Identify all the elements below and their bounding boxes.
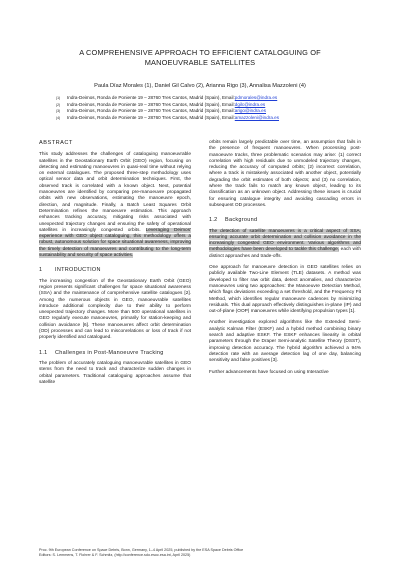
section-title: Background <box>225 217 258 224</box>
background-text: each with distinct approaches and trade-offs. <box>209 247 361 259</box>
background-paragraph-1 <box>209 229 361 260</box>
affiliation-item <box>56 95 376 102</box>
affiliation-number: (4) <box>56 115 61 120</box>
abstract-highlight: Leveraging Deimos' experience with GEO object cataloguing, this methodology offers a robust, autonomous solution for space situational awareness, improving the timely detection of manoeuvres and contributing to the long-term sustainability and security of space activities. <box>39 227 191 259</box>
title-line-2: MANOEUVRABLE SATELLITES <box>144 58 256 67</box>
continuation-paragraph: orbits remain largely predictable over time, an assumption that fails in the presence of frequent manoeuvres. When processing post-manoeuvre tracks, three problematic scenarios may arise: (1) correct correlation with high residuals due to unmodeled trajectory changes, reducing the accuracy of computed orbits; (2) incorrect correlation, where a track is mistakenly associated with another object, potentially degrading the orbit estimates of both objects; and (3) no correlation, where the track fails to match any known object, leading to its classification as an unknown object. Addressing these issues is crucial for ensuring catalogue integrity and avoiding cascading errors in subsequent OD processes. <box>209 140 361 208</box>
right-column <box>209 140 361 381</box>
section-title: INTRODUCTION <box>55 267 101 274</box>
abstract-heading: ABSTRACT <box>39 140 73 146</box>
background-paragraph-4: Further advancements have focused on using Interactive <box>209 369 329 375</box>
background-paragraph-2: One approach for manoeuvre detection in GEO satellites relies on publicly available Two-Line Element (TLE) datasets. A method was developed to filter raw orbit data, detect anomalies, and characterize manoeuvres using two approaches: the Manoeuvre Detection Method, which flags deviations exceeding a set threshold, and the Frequency Fit Method, which identifies regular manoeuvre cadences by minimizing residuals. This dual approach effectively distinguishes in-plane (IP) and out-of-plane (OOP) manoeuvres while identifying propulsion types [1]. <box>209 265 361 315</box>
affiliation-item <box>56 108 376 115</box>
section-number: 1 <box>39 267 43 274</box>
email-link[interactable]: arigo@indra.es <box>234 108 266 114</box>
affiliation-number: (3) <box>56 109 61 114</box>
affiliation-number: (1) <box>56 96 61 100</box>
affiliation-number: (2) <box>56 102 61 107</box>
intro-paragraph-2: The problem of accurately cataloguing manoeuvrable satellites in GEO stems from the need to track and characterize sudden changes in orbital parameters. Traditional cataloguing approaches assume that satellite <box>39 360 191 385</box>
author-list: Paula Díaz Morales (1), Daniel Gil Calvo (2), Arianna Rigo (3), Annalisa Mazzoleni (4) <box>94 83 306 89</box>
affiliation-text: Indra-Deimos, Ronda de Poniente 19 – 28760 Tres Cantos, Madrid (Spain), Email: <box>67 95 235 100</box>
background-highlight: The detection of satellite manoeuvres is a critical aspect of SSA, ensuring accurate orbit determination and collision avoidance in the increasingly congested GEO environment. Various algorithms and methodologies have been developed to tackle this challenge, <box>209 228 361 253</box>
section-number: 1.1 <box>39 349 48 356</box>
affiliation-text: Indra-Deimos, Ronda de Poniente 19 – 28760 Tres Cantos, Madrid (Spain), Email: <box>67 108 235 114</box>
affiliation-item <box>56 102 376 109</box>
email-link[interactable]: dgilc@indra.es <box>234 101 266 107</box>
affiliation-item <box>56 115 376 122</box>
email-link[interactable]: amazzoleni@indra.es <box>234 114 280 120</box>
affiliation-text: Indra-Deimos, Ronda de Poniente 19 – 28760 Tres Cantos, Madrid (Spain), Email: <box>67 114 235 120</box>
affiliation-text: Indra-Deimos, Ronda de Poniente 19 – 28760 Tres Cantos, Madrid (Spain), Email: <box>67 101 235 107</box>
section-1-heading <box>39 267 191 273</box>
left-column <box>39 140 191 391</box>
footer-line-2: Editors: S. Lemmens, T. Flohrer & F. Schmitz, (http://conference.sdo.esoc.esa.int, April 2025) <box>39 553 191 558</box>
intro-paragraph-1: The increasing congestion of the Geostationary Earth Orbit (GEO) region presents significant challenges for space situational awareness (SSA) and the maintenance of comprehensive satellite catalogues [2]. Among the numerous objects in GEO, manoeuvrable satellites introduce additional complexity due to their ability to perform unexpected trajectory changes. More than 500 operational satellites in GEO regularly execute manoeuvres, primarily for station-keeping and collision avoidance [6]. These manoeuvres affect orbit determination (OD) processes and can lead to misconrelations or loss of track if not properly identified and catalogued. <box>39 278 191 341</box>
page-footer <box>39 548 369 558</box>
background-paragraph-3: Another investigation explored algorithms like the Extended Semi-analytic Kalman Filter (ESKF) and a hybrid method combining binary search and adaptive ESKF. The ESKF enhances linearity in orbital parameters through the Draper Semi-analytic Satellite Theory (DSST), improving detection accuracy. The hybrid algorithm achieved a 94% detection rate with an average detection lag of one day, balancing sensitivity and false positives [3]. <box>209 320 361 364</box>
section-title: Challenges in Post-Manoeuvre Tracking <box>55 349 164 356</box>
abstract-paragraph <box>39 152 191 259</box>
abstract-text: This study addresses the challenges of cataloguing manoeuvrable satellites in the Geostationary Earth Orbit (GEO) region, focusing on detecting and estimating manoeuvres in quasi-real time without relying on external catalogues. The proposed three-step methodology uses optical sensor data and orbit determination techniques. First, the observed track is correlated with a known object. Next, potential manoeuvres are identified by comparing pre-manoeuvre propagated orbits with new observations, estimating the manoeuvre epoch, direction, and magnitude. Finally, a Batch Least Squares Orbit Determination refines the manoeuvre estimation. This approach enhances tracking accuracy, mitigating risks associated with unexpected trajectory changes and ensuring the safety of operational satellites in increasingly congested orbits. <box>39 152 191 233</box>
section-number: 1.2 <box>209 217 218 224</box>
section-1-2-heading <box>209 217 361 223</box>
title-line-1: A COMPREHENSIVE APPROACH TO EFFICIENT CATALOGUING OF <box>79 48 321 57</box>
section-1-1-heading <box>39 350 191 356</box>
paper-title <box>40 48 360 68</box>
affiliation-list <box>56 95 376 121</box>
email-link[interactable]: pdmorales@indra.es <box>234 95 278 100</box>
footer-line-1: Proc. 9th European Conference on Space Debris, Bonn, Germany, 1–4 April 2025, published by the ESA Space Debris Office <box>39 548 244 552</box>
